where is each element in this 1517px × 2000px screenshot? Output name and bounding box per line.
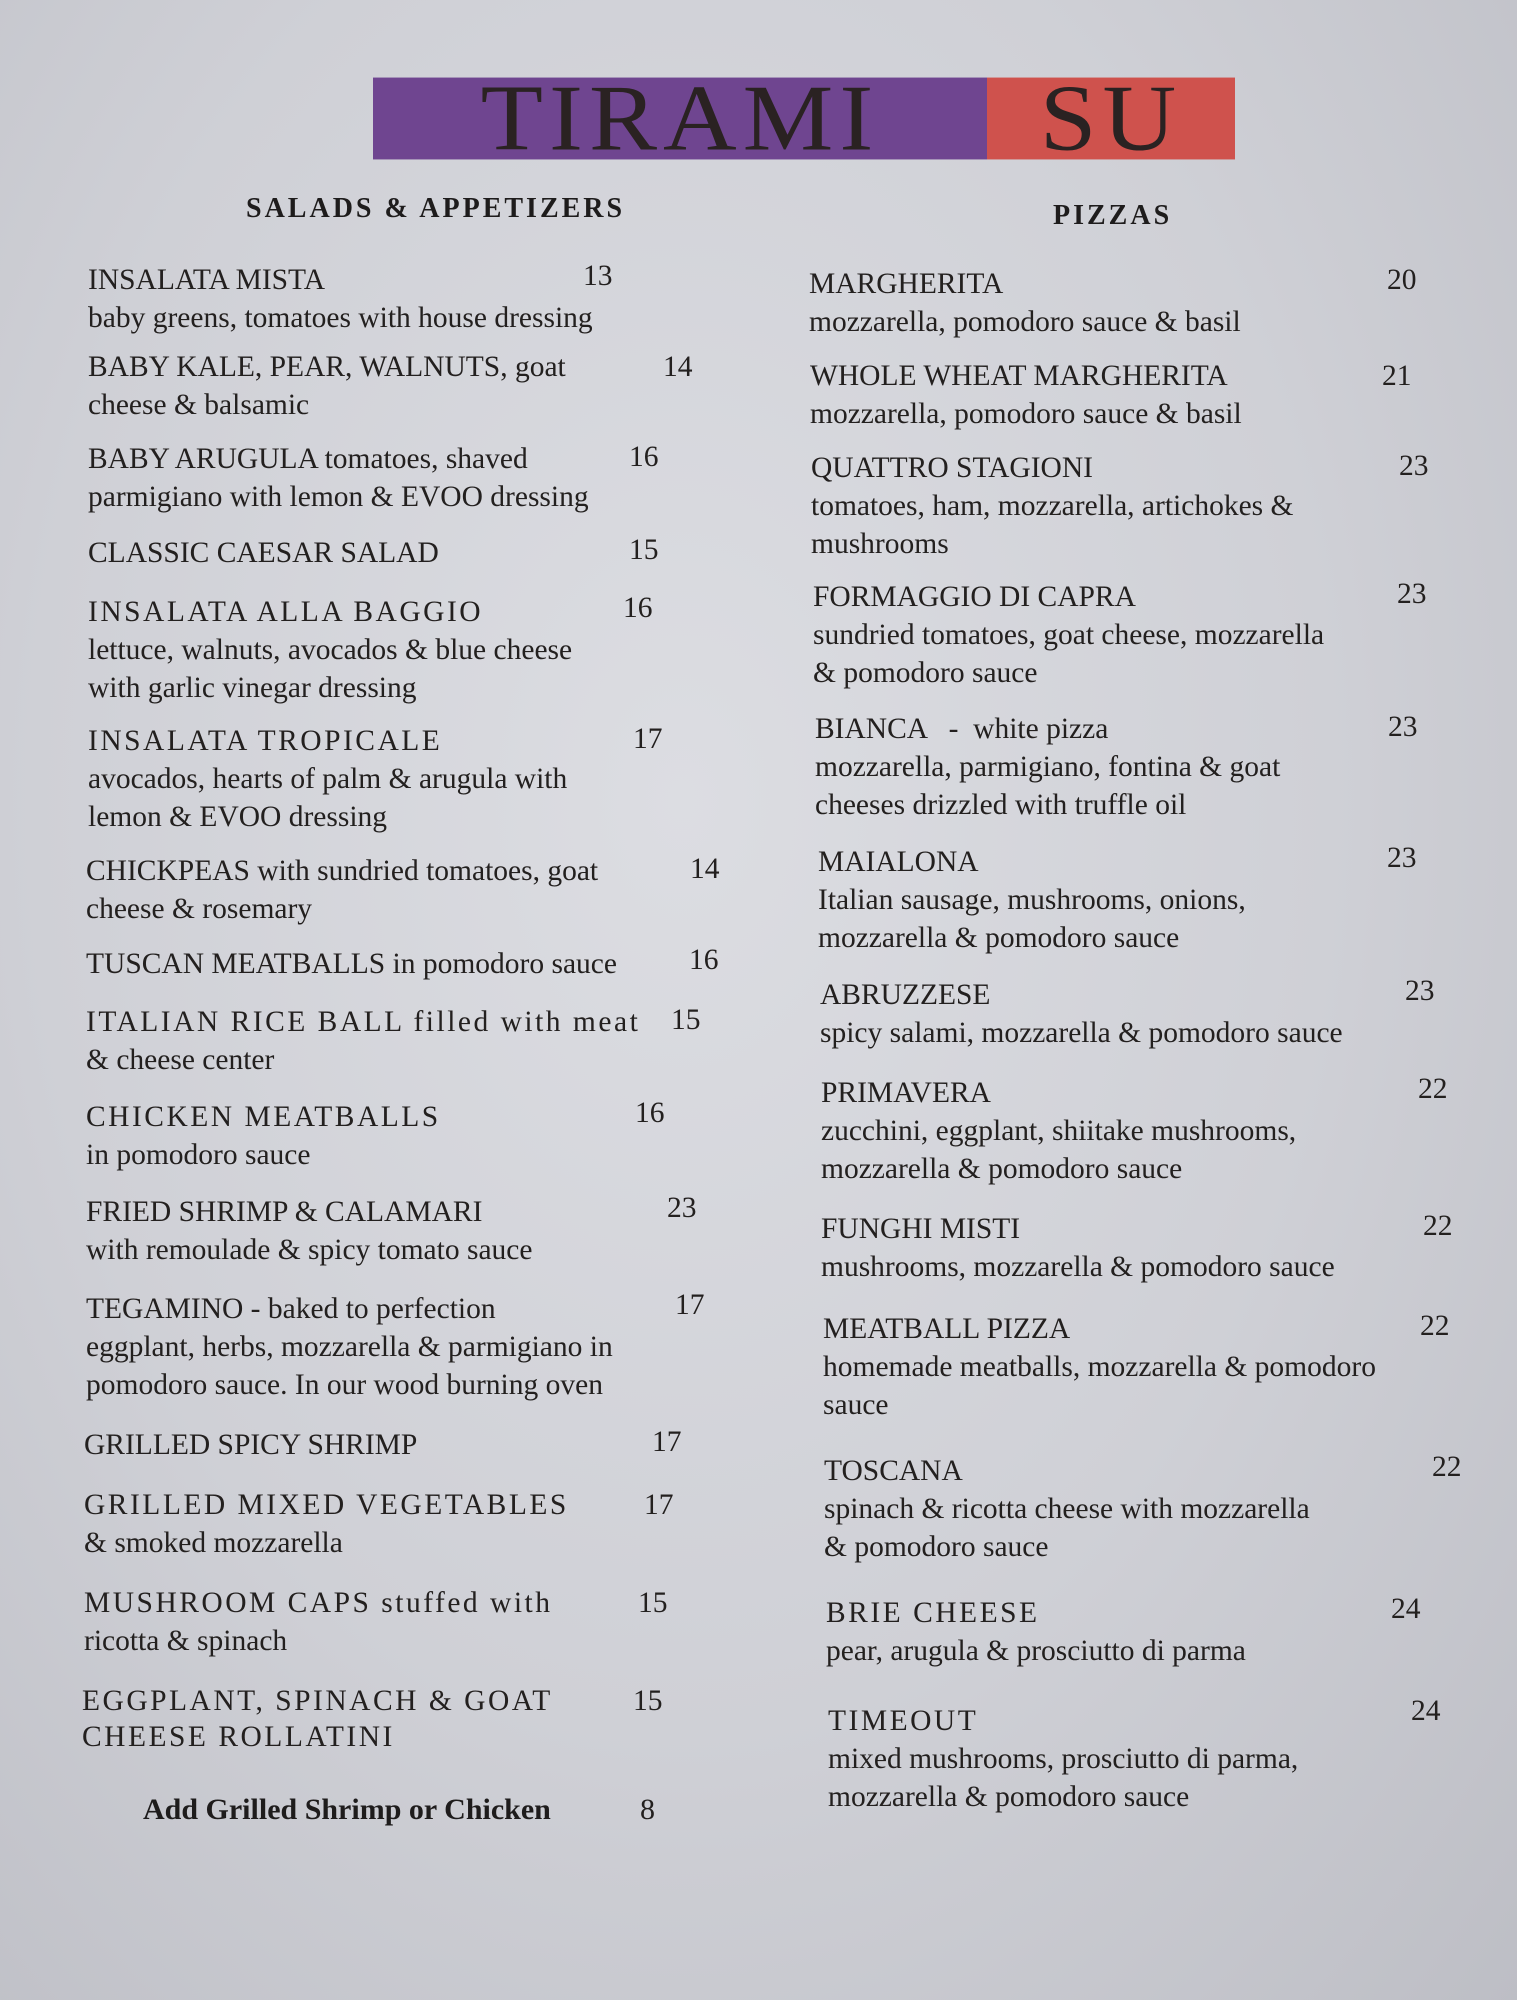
item-description: baby greens, tomatoes with house dressing <box>88 302 593 334</box>
pizza-item-bianca <box>815 710 1418 824</box>
pizzas-section-heading: PIZZAS <box>1053 200 1173 231</box>
item-name: ABRUZZESE <box>820 979 991 1011</box>
item-name: TUSCAN MEATBALLS in pomodoro sauce <box>86 948 617 980</box>
item-name: BABY KALE, PEAR, WALNUTS, goat <box>88 351 566 383</box>
salad-item-eggplant-rollatini <box>82 1682 663 1756</box>
item-price: 23 <box>1388 711 1418 743</box>
item-name: BIANCA - white pizza <box>815 713 1109 745</box>
item-name: GRILLED MIXED VEGETABLES <box>84 1489 569 1521</box>
item-description: in pomodoro sauce <box>86 1139 311 1171</box>
item-description: eggplant, herbs, mozzarella & parmigiano in <box>86 1331 613 1363</box>
item-description: cheese & rosemary <box>86 893 313 925</box>
item-description: with remoulade & spicy tomato sauce <box>86 1234 533 1266</box>
item-price: 23 <box>1397 578 1427 610</box>
item-price: 17 <box>644 1489 674 1521</box>
item-name: GRILLED SPICY SHRIMP <box>84 1429 418 1461</box>
item-name: TIMEOUT <box>828 1705 979 1737</box>
item-description: mozzarella & pomodoro sauce <box>818 922 1180 954</box>
item-name: TEGAMINO - baked to perfection <box>86 1293 496 1325</box>
salad-item-italian-rice-ball <box>86 1003 701 1079</box>
item-name: PRIMAVERA <box>821 1077 991 1109</box>
item-name: INSALATA MISTA <box>88 264 326 296</box>
salad-item-classic-caesar <box>88 534 659 572</box>
item-description: & cheese center <box>86 1044 275 1076</box>
item-price: 14 <box>690 853 720 885</box>
logo-purple-block <box>373 78 987 160</box>
item-description: parmigiano with lemon & EVOO dressing <box>88 481 589 513</box>
item-price: 22 <box>1423 1210 1453 1242</box>
item-description: & pomodoro sauce <box>824 1531 1049 1563</box>
pizza-item-quattro-stagioni <box>811 449 1429 563</box>
item-price: 22 <box>1420 1310 1450 1342</box>
item-description: lettuce, walnuts, avocados & blue cheese <box>88 634 573 666</box>
item-name: MAIALONA <box>818 846 979 878</box>
salad-item-tuscan-meatballs <box>86 944 719 983</box>
item-description: & smoked mozzarella <box>84 1527 343 1559</box>
item-description: zucchini, eggplant, shiitake mushrooms, <box>821 1115 1297 1147</box>
salad-item-insalata-mista <box>88 260 613 337</box>
item-price: 16 <box>635 1097 665 1129</box>
item-description: pomodoro sauce. In our wood burning oven <box>86 1369 603 1401</box>
item-description: mozzarella & pomodoro sauce <box>821 1153 1183 1185</box>
pizza-item-meatball-pizza <box>823 1310 1450 1424</box>
salad-item-baby-arugula <box>88 440 659 516</box>
item-price: 23 <box>1387 842 1417 874</box>
item-description: tomatoes, ham, mozzarella, artichokes & <box>811 490 1294 522</box>
item-description: lemon & EVOO dressing <box>88 801 388 833</box>
item-description: cheese & balsamic <box>88 389 310 421</box>
item-price: 15 <box>629 534 659 566</box>
item-price: 17 <box>633 723 663 755</box>
pizza-item-abruzzese <box>820 975 1435 1052</box>
salad-item-baby-kale <box>88 348 693 424</box>
item-price: 22 <box>1418 1073 1448 1105</box>
add-on-price: 8 <box>640 1793 655 1826</box>
salad-item-grilled-spicy-shrimp <box>84 1426 682 1464</box>
item-name: BRIE CHEESE <box>826 1597 1040 1629</box>
item-price: 15 <box>638 1587 668 1619</box>
item-description: mixed mushrooms, prosciutto di parma, <box>828 1743 1299 1775</box>
pizza-item-margherita <box>809 264 1417 341</box>
item-name: TOSCANA <box>824 1455 963 1487</box>
item-name: CHICKPEAS with sundried tomatoes, goat <box>86 855 599 887</box>
item-price: 21 <box>1382 360 1412 392</box>
item-description: mozzarella & pomodoro sauce <box>828 1781 1190 1813</box>
pizza-item-brie-cheese <box>826 1593 1421 1670</box>
item-name: EGGPLANT, SPINACH & GOAT <box>82 1685 553 1717</box>
salad-item-fried-shrimp-calamari <box>86 1192 697 1269</box>
item-price: 23 <box>1399 450 1429 482</box>
logo-red-block <box>987 78 1235 160</box>
item-description: with garlic vinegar dressing <box>88 672 417 704</box>
item-price: 13 <box>583 260 613 292</box>
salad-item-mushroom-caps <box>84 1584 668 1660</box>
logo-text-right: SU <box>1039 77 1183 160</box>
item-name: FORMAGGIO DI CAPRA <box>813 581 1136 613</box>
item-description: ricotta & spinach <box>84 1625 288 1657</box>
item-price: 17 <box>652 1426 682 1458</box>
item-description: Italian sausage, mushrooms, onions, <box>818 884 1246 916</box>
item-name: INSALATA TROPICALE <box>88 725 443 757</box>
item-price: 16 <box>689 944 719 976</box>
salad-item-chicken-meatballs <box>86 1097 665 1174</box>
salad-item-tegamino <box>86 1289 705 1404</box>
pizza-item-maialona <box>818 842 1417 957</box>
add-on-label: Add Grilled Shrimp or Chicken <box>143 1793 551 1826</box>
item-price: 24 <box>1411 1695 1441 1727</box>
salads-section-heading: SALADS & APPETIZERS <box>246 193 626 224</box>
item-description: pear, arugula & prosciutto di parma <box>826 1635 1246 1667</box>
item-price: 20 <box>1387 264 1417 296</box>
pizza-item-primavera <box>821 1073 1448 1188</box>
pizza-item-formaggio-di-capra <box>813 578 1427 692</box>
item-description: CHEESE ROLLATINI <box>82 1721 395 1753</box>
salad-item-insalata-tropicale <box>88 722 663 836</box>
item-description: mozzarella, pomodoro sauce & basil <box>809 306 1241 338</box>
item-description: mozzarella, parmigiano, fontina & goat <box>815 751 1281 783</box>
item-name: QUATTRO STAGIONI <box>811 452 1093 484</box>
item-description: sundried tomatoes, goat cheese, mozzarella <box>813 619 1325 651</box>
item-name: MUSHROOM CAPS stuffed with <box>84 1587 553 1619</box>
item-name: FUNGHI MISTI <box>821 1213 1021 1245</box>
item-price: 17 <box>675 1289 705 1321</box>
item-description: cheeses drizzled with truffle oil <box>815 789 1187 821</box>
item-name: INSALATA ALLA BAGGIO <box>88 596 484 628</box>
item-price: 16 <box>623 592 653 624</box>
item-price: 15 <box>671 1004 701 1036</box>
item-description: spicy salami, mozzarella & pomodoro sauce <box>820 1017 1343 1049</box>
item-description: & pomodoro sauce <box>813 657 1038 689</box>
item-price: 23 <box>667 1192 697 1224</box>
item-name: CHICKEN MEATBALLS <box>86 1101 441 1133</box>
item-description: mozzarella, pomodoro sauce & basil <box>810 398 1242 430</box>
salad-item-insalata-alla-baggio <box>88 592 653 707</box>
item-price: 15 <box>633 1685 663 1717</box>
item-name: CLASSIC CAESAR SALAD <box>88 537 439 569</box>
item-description: sauce <box>823 1389 889 1421</box>
pizza-item-whole-wheat-margherita <box>810 357 1412 433</box>
pizza-item-funghi-misti <box>821 1210 1453 1286</box>
restaurant-logo <box>373 74 1235 163</box>
item-name: WHOLE WHEAT MARGHERITA <box>810 360 1228 392</box>
item-description: mushrooms <box>811 528 949 560</box>
item-description: homemade meatballs, mozzarella & pomodoro <box>823 1351 1376 1383</box>
item-price: 22 <box>1432 1451 1462 1483</box>
item-name: FRIED SHRIMP & CALAMARI <box>86 1196 483 1228</box>
logo-text-left: TIRAMI <box>480 77 880 160</box>
item-price: 16 <box>629 441 659 473</box>
salad-item-grilled-mixed-vegetables <box>84 1486 674 1562</box>
item-price: 24 <box>1391 1593 1421 1625</box>
item-price: 14 <box>663 351 693 383</box>
salad-item-chickpeas <box>86 852 720 928</box>
item-name: BABY ARUGULA tomatoes, shaved <box>88 443 528 475</box>
pizza-item-timeout <box>828 1695 1441 1816</box>
item-name: MARGHERITA <box>809 268 1004 300</box>
item-description: mushrooms, mozzarella & pomodoro sauce <box>821 1251 1335 1283</box>
item-description: avocados, hearts of palm & arugula with <box>88 763 568 795</box>
item-price: 23 <box>1405 975 1435 1007</box>
item-name: MEATBALL PIZZA <box>823 1313 1071 1345</box>
item-description: spinach & ricotta cheese with mozzarella <box>824 1493 1310 1525</box>
pizza-item-toscana <box>824 1451 1462 1566</box>
item-name: ITALIAN RICE BALL filled with meat <box>86 1006 641 1038</box>
